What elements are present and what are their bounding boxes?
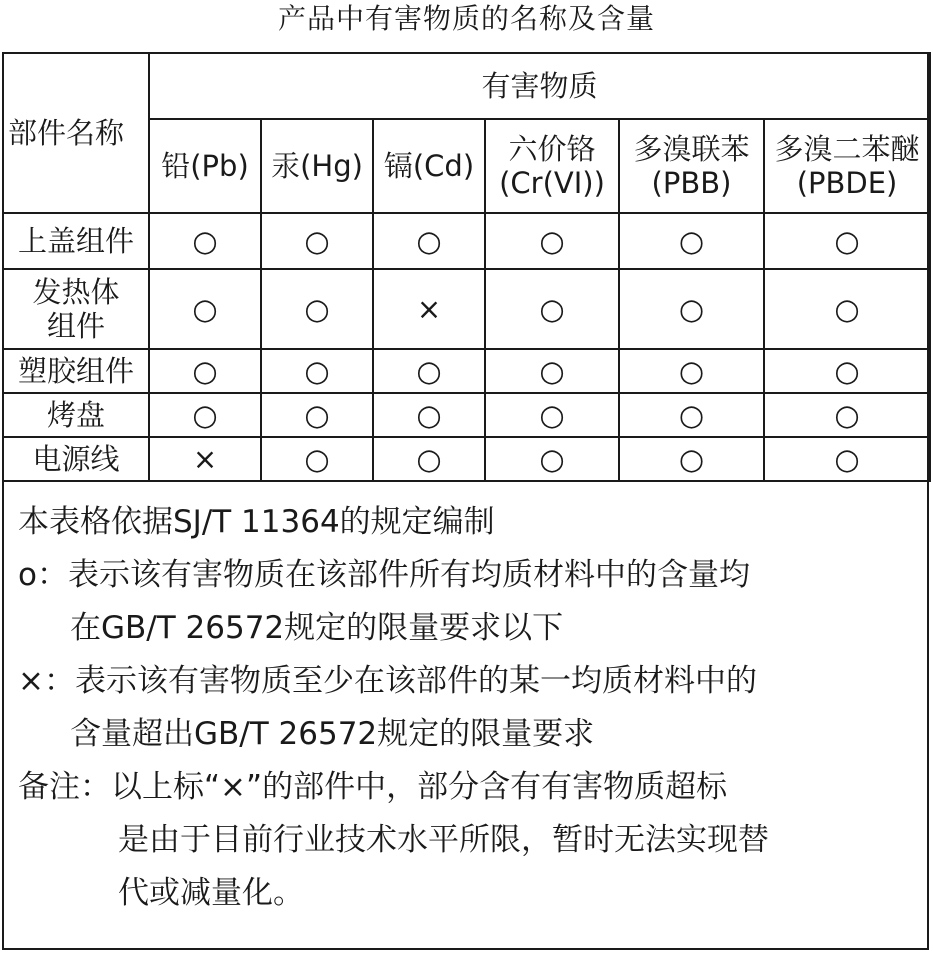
table-cell: ○ [485, 437, 619, 481]
cross-legend: ×：表示该有害物质至少在该部件的某一均质材料中的 [18, 663, 757, 699]
substances-group-header: 有害物质 [149, 53, 930, 119]
table-row [3, 269, 930, 349]
table-cell: ○ [149, 213, 261, 269]
basis-note: 本表格依据SJ/T 11364的规定编制 [18, 504, 495, 540]
table-cell: ○ [764, 349, 930, 393]
remark-note: 备注：以上标“×”的部件中，部分含有有害物质超标 [18, 769, 728, 805]
table-cell: × [373, 269, 485, 349]
page-title: 产品中有害物质的名称及含量 [277, 2, 655, 35]
remark-note-continued: 是由于目前行业技术水平所限，暂时无法实现替 [118, 822, 769, 858]
table-row [3, 213, 930, 269]
table-cell: ○ [373, 437, 485, 481]
table-cell: ○ [261, 349, 373, 393]
table-cell: ○ [485, 269, 619, 349]
table-cell: ○ [261, 393, 373, 437]
column-header-hg: 汞(Hg) [261, 119, 373, 213]
table-cell: ○ [149, 349, 261, 393]
column-header-pbde: 多溴二苯醚 (PBDE) [764, 119, 930, 213]
notes-section [18, 496, 918, 920]
table-cell: ○ [149, 269, 261, 349]
table-cell: ○ [373, 213, 485, 269]
table-cell: × [149, 437, 261, 481]
table-cell: ○ [485, 349, 619, 393]
column-header-cr6: 六价铬 (Cr(VI)) [485, 119, 619, 213]
row-part-name: 发热体组件 [3, 269, 149, 349]
table-cell: ○ [619, 393, 764, 437]
row-part-name: 烤盘 [3, 393, 149, 437]
row-part-name: 电源线 [3, 437, 149, 481]
table-cell: ○ [261, 437, 373, 481]
part-name-header: 部件名称 [3, 53, 149, 213]
column-header-cd: 镉(Cd) [373, 119, 485, 213]
hazardous-substances-table [2, 52, 931, 482]
table-cell: ○ [764, 213, 930, 269]
column-header-pb: 铅(Pb) [149, 119, 261, 213]
row-part-name: 塑胶组件 [3, 349, 149, 393]
circle-legend: o：表示该有害物质在该部件所有均质材料中的含量均 [18, 557, 750, 593]
circle-legend-continued: 在GB/T 26572规定的限量要求以下 [70, 610, 564, 646]
cross-legend-continued: 含量超出GB/T 26572规定的限量要求 [70, 716, 595, 752]
table-row [3, 437, 930, 481]
table-cell: ○ [764, 437, 930, 481]
table-cell: ○ [619, 349, 764, 393]
table-row [3, 349, 930, 393]
table-cell: ○ [619, 213, 764, 269]
table-cell: ○ [373, 349, 485, 393]
table-cell: ○ [764, 269, 930, 349]
table-cell: ○ [261, 213, 373, 269]
table-cell: ○ [373, 393, 485, 437]
row-part-name: 上盖组件 [3, 213, 149, 269]
table-cell: ○ [149, 393, 261, 437]
remark-note-end: 代或减量化。 [118, 875, 304, 911]
table-row [3, 393, 930, 437]
table-cell: ○ [485, 213, 619, 269]
table-cell: ○ [261, 269, 373, 349]
table-cell: ○ [619, 269, 764, 349]
table-cell: ○ [485, 393, 619, 437]
table-cell: ○ [764, 393, 930, 437]
table-cell: ○ [619, 437, 764, 481]
column-header-pbb: 多溴联苯 (PBB) [619, 119, 764, 213]
